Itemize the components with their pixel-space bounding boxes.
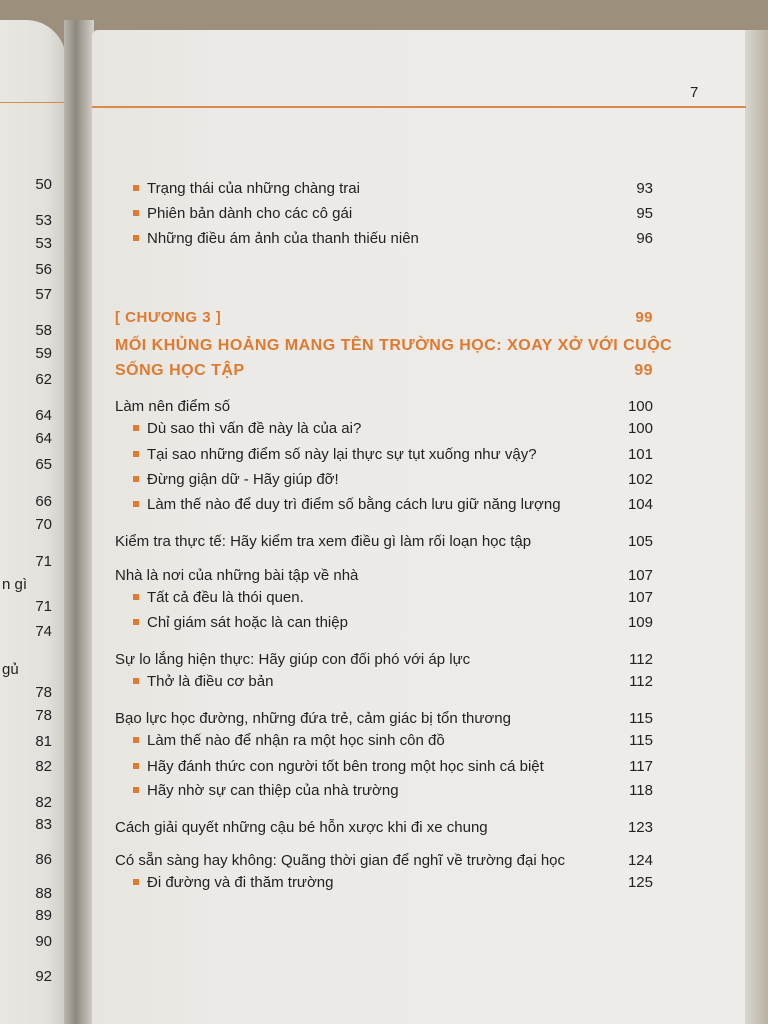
bullet-icon (133, 594, 139, 600)
toc-page-number: 99 (634, 362, 653, 379)
bullet-icon (133, 210, 139, 216)
toc-page-number: 100 (627, 420, 653, 437)
toc-title (133, 420, 361, 437)
toc-page-number: 115 (629, 732, 653, 749)
toc-title (133, 589, 304, 606)
toc-title (115, 533, 531, 550)
toc-page-number: 105 (627, 533, 653, 550)
toc-title (115, 362, 245, 380)
toc-page-number: 112 (629, 673, 653, 690)
left-page-number: 92 (35, 968, 52, 985)
bullet-icon (133, 763, 139, 769)
toc-title (133, 446, 537, 463)
toc-page-number: 107 (627, 567, 653, 584)
toc-title-text: [ CHƯƠNG 3 ] (115, 309, 222, 326)
left-page-number: 64 (35, 430, 52, 447)
left-page-fragment: gủ (2, 661, 19, 678)
toc-title (115, 710, 511, 727)
toc-page-number: 102 (627, 471, 653, 488)
toc-title-text: Kiểm tra thực tế: Hãy kiểm tra xem điều gì làm rối loạn học tập (115, 533, 532, 550)
toc-title-text: Có sẵn sàng hay không: Quãng thời gian để nghĩ về trường đại học (115, 852, 566, 869)
left-page-fragment: n gì (2, 576, 28, 593)
header-rule (92, 106, 746, 108)
toc-page-number: 96 (636, 230, 653, 247)
toc-title-text: Tất cả đều là thói quen. (147, 589, 304, 606)
left-page-number: 62 (35, 371, 52, 388)
toc-title-text: MỐI KHỦNG HOẢNG MANG TÊN TRƯỜNG HỌC: XOAY XỞ VỚI CUỘC (115, 337, 673, 354)
toc-title (115, 337, 672, 355)
left-page-number: 90 (35, 933, 52, 950)
toc-page-number: 118 (629, 782, 653, 799)
toc-title (133, 758, 544, 775)
left-page-number: 78 (35, 684, 52, 701)
toc-title (115, 309, 221, 326)
toc-page-number: 95 (636, 205, 653, 222)
left-page-number: 83 (35, 816, 52, 833)
left-page-number: 64 (35, 407, 52, 424)
left-page-number: 78 (35, 707, 52, 724)
toc-title-text: Phiên bản dành cho các cô gái (147, 205, 353, 222)
left-page-number: 88 (35, 885, 52, 902)
toc-page-number: 100 (627, 398, 653, 415)
bullet-icon (133, 879, 139, 885)
toc-title-text: Hãy nhờ sự can thiệp của nhà trường (147, 782, 399, 799)
toc-title (133, 732, 445, 749)
left-page-number: 89 (35, 907, 52, 924)
toc-title (133, 205, 352, 222)
left-page-number: 65 (35, 456, 52, 473)
bullet-icon (133, 185, 139, 191)
left-page-number: 71 (35, 553, 52, 570)
toc-title (133, 614, 348, 631)
toc-page-number: 104 (627, 496, 653, 513)
toc-page-number: 93 (636, 180, 653, 197)
left-page-number: 81 (35, 733, 52, 750)
toc-page-number: 123 (627, 819, 653, 836)
toc-title-text: Nhà là nơi của những bài tập về nhà (115, 567, 359, 584)
left-page-number: 58 (35, 322, 52, 339)
toc-page-number: 125 (627, 874, 653, 891)
toc-title-text: Những điều ám ảnh của thanh thiếu niên (147, 230, 419, 247)
toc-page-number: 99 (635, 309, 653, 326)
left-page-number: 70 (35, 516, 52, 533)
toc-title (115, 651, 470, 668)
toc-title-text: Làm nên điểm số (115, 398, 231, 415)
toc-page-number: 124 (627, 852, 653, 869)
toc-page-number: 109 (627, 614, 653, 631)
bullet-icon (133, 235, 139, 241)
toc-title (115, 398, 230, 415)
page-number: 7 (690, 84, 699, 101)
left-page-number: 86 (35, 851, 52, 868)
toc-page-number: 112 (629, 651, 653, 668)
left-page-number: 82 (35, 758, 52, 775)
toc-title-text: Đừng giận dữ - Hãy giúp đỡ! (147, 471, 339, 488)
bullet-icon (133, 451, 139, 457)
toc-page-number: 107 (627, 589, 653, 606)
bullet-icon (133, 737, 139, 743)
left-page-number: 74 (35, 623, 52, 640)
toc-page-number: 117 (629, 758, 653, 775)
toc-title (115, 819, 488, 836)
toc-title-text: Chỉ giám sát hoặc là can thiệp (147, 614, 348, 631)
toc-title-text: Làm thế nào để nhận ra một học sinh côn đồ (147, 732, 445, 749)
bullet-icon (133, 619, 139, 625)
left-page-number: 71 (35, 598, 52, 615)
toc-title-text: Tại sao những điểm số này lại thực sự tụt xuống như vậy? (147, 446, 537, 463)
bullet-icon (133, 787, 139, 793)
toc-page-number: 115 (629, 710, 653, 727)
left-page-number: 66 (35, 493, 52, 510)
left-page-number: 57 (35, 286, 52, 303)
left-page-number: 59 (35, 345, 52, 362)
toc-title-text: Đi đường và đi thăm trường (147, 874, 334, 891)
left-page-number: 53 (35, 235, 52, 252)
page-edge (745, 30, 768, 1024)
book-gutter (64, 20, 94, 1024)
toc-title-text: Dù sao thì vấn đề này là của ai? (147, 420, 362, 437)
toc-title-text: Làm thế nào để duy trì điểm số bằng cách lưu giữ năng lượng (147, 496, 561, 513)
toc-title-text: Thở là điều cơ bản (147, 673, 274, 690)
left-page-rule (0, 102, 66, 103)
toc-title-text: Bạo lực học đường, những đứa trẻ, cảm giác bị tổn thương (115, 710, 511, 727)
left-page-number: 53 (35, 212, 52, 229)
toc-title (115, 567, 358, 584)
left-page-number: 56 (35, 261, 52, 278)
toc-title-text: SỐNG HỌC TẬP (115, 362, 245, 379)
bullet-icon (133, 678, 139, 684)
toc-title (133, 874, 334, 891)
toc-title (133, 471, 339, 488)
toc-title-text: Trạng thái của những chàng trai (147, 180, 360, 197)
toc-title (133, 180, 360, 197)
toc-title-text: Sự lo lắng hiện thực: Hãy giúp con đối phó với áp lực (115, 651, 471, 668)
toc-title (133, 496, 561, 513)
toc-title-text: Hãy đánh thức con người tốt bên trong một học sinh cá biệt (147, 758, 544, 775)
toc-title-text: Cách giải quyết những cậu bé hỗn xược khi đi xe chung (115, 819, 488, 836)
toc-page-number: 101 (627, 446, 653, 463)
toc-title (133, 782, 399, 799)
left-page-number: 50 (35, 176, 52, 193)
toc-title (133, 673, 273, 690)
bullet-icon (133, 501, 139, 507)
toc-title (133, 230, 419, 247)
bullet-icon (133, 476, 139, 482)
toc-title (115, 852, 565, 869)
left-page-number: 82 (35, 794, 52, 811)
bullet-icon (133, 425, 139, 431)
